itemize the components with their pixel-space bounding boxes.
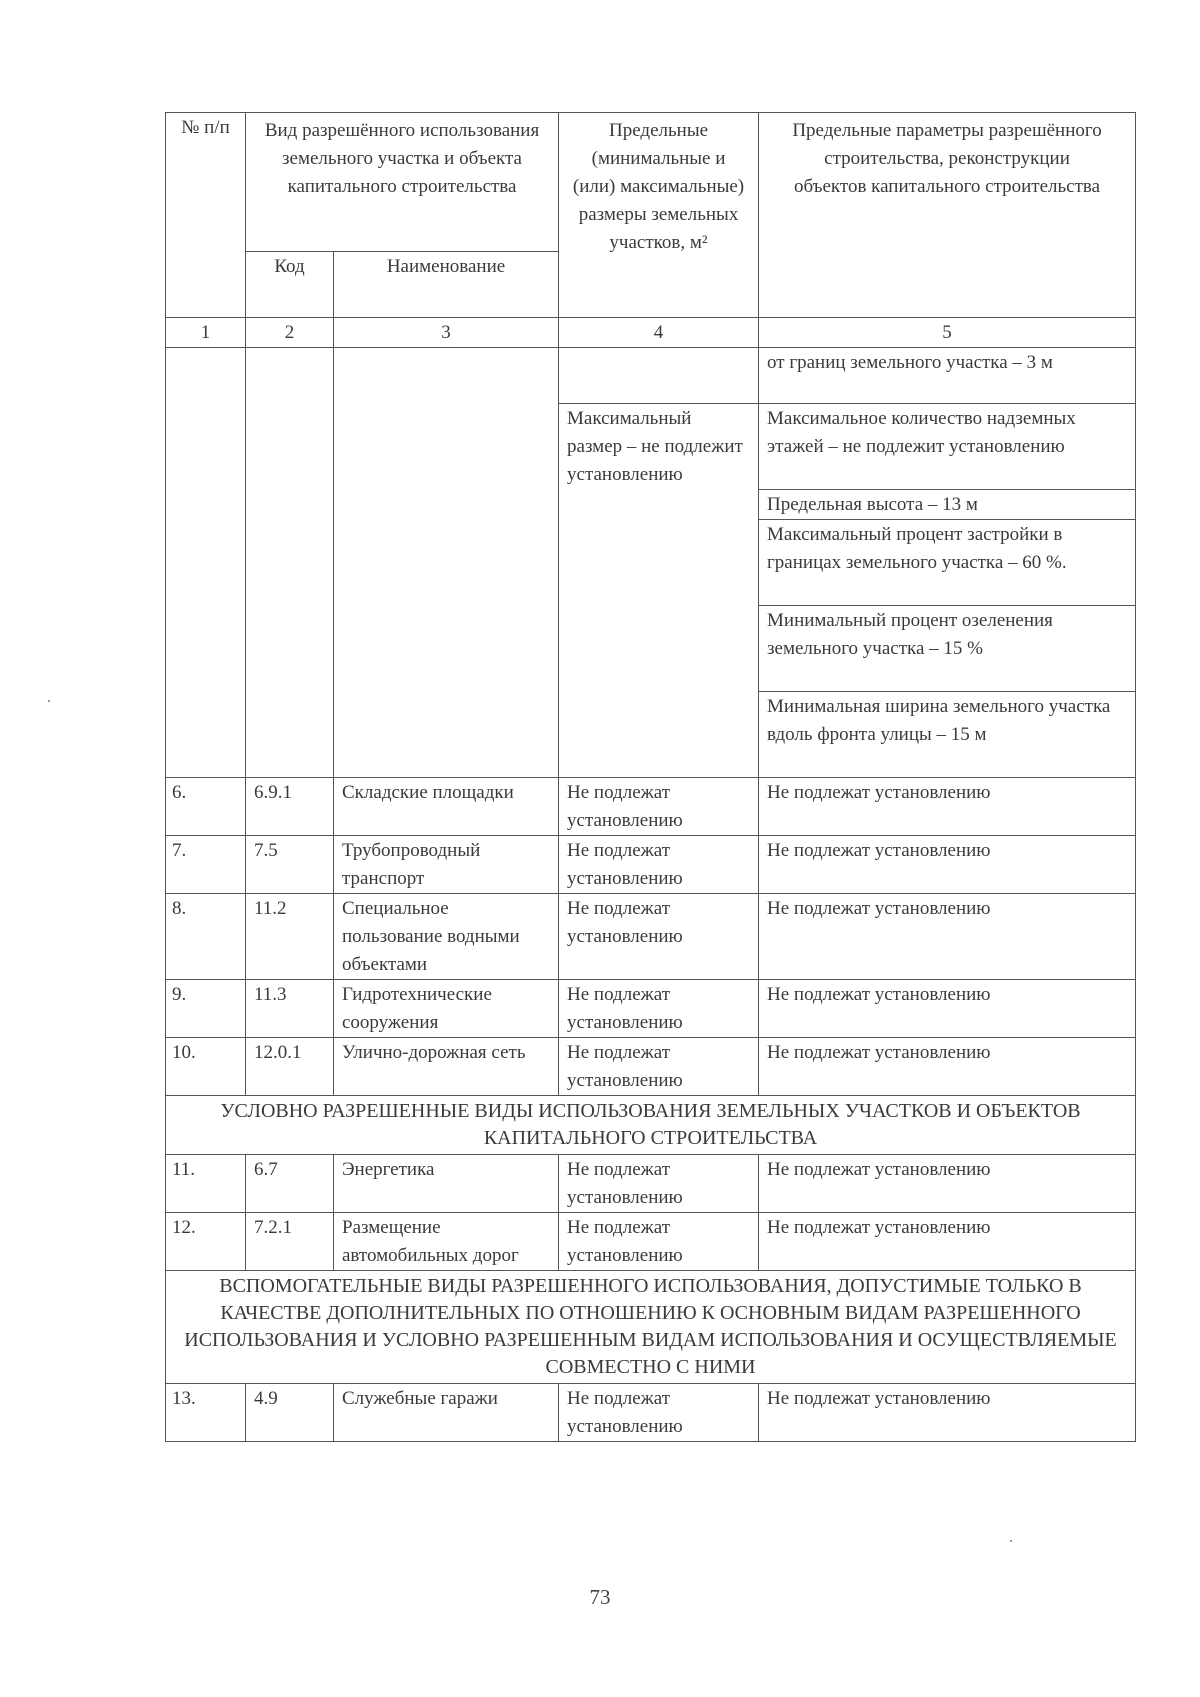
header-col-code: Код bbox=[246, 252, 334, 318]
row-code: 12.0.1 bbox=[246, 1038, 334, 1096]
table-row bbox=[166, 1155, 1136, 1213]
section-row bbox=[166, 1096, 1136, 1155]
header-col-plot-size: Предельные (минимальные и (или) максимальные) размеры земельных участков, м² bbox=[559, 113, 759, 318]
continuation-row bbox=[166, 348, 1136, 404]
row-code: 4.9 bbox=[246, 1384, 334, 1442]
table-row bbox=[166, 980, 1136, 1038]
row-params: Не подлежат установлению bbox=[759, 894, 1136, 980]
section-row bbox=[166, 1271, 1136, 1384]
row-code: 6.7 bbox=[246, 1155, 334, 1213]
row-name: Гидротехнические сооружения bbox=[334, 980, 559, 1038]
param-green-percent: Минимальный процент озеленения земельного участка – 15 % bbox=[759, 606, 1136, 692]
row-number: 13. bbox=[166, 1384, 246, 1442]
table-row bbox=[166, 894, 1136, 980]
row-plot-size: Не подлежат установлению bbox=[559, 1384, 759, 1442]
scan-speck bbox=[48, 700, 50, 702]
column-number-row bbox=[166, 318, 1136, 348]
cont-empty-name bbox=[334, 348, 559, 778]
row-plot-size: Не подлежат установлению bbox=[559, 778, 759, 836]
param-setback: от границ земельного участка – 3 м bbox=[759, 348, 1136, 404]
row-code: 11.2 bbox=[246, 894, 334, 980]
column-number: 2 bbox=[246, 318, 334, 348]
row-params: Не подлежат установлению bbox=[759, 1155, 1136, 1213]
column-number: 5 bbox=[759, 318, 1136, 348]
scan-speck bbox=[1010, 1540, 1012, 1542]
cont-empty-no bbox=[166, 348, 246, 778]
row-code: 11.3 bbox=[246, 980, 334, 1038]
cont-empty-code bbox=[246, 348, 334, 778]
row-params: Не подлежат установлению bbox=[759, 1038, 1136, 1096]
cont-empty-size bbox=[559, 348, 759, 404]
row-code: 6.9.1 bbox=[246, 778, 334, 836]
row-name: Служебные гаражи bbox=[334, 1384, 559, 1442]
table-row bbox=[166, 1038, 1136, 1096]
row-name: Специальное пользование водными объектами bbox=[334, 894, 559, 980]
param-floors: Максимальное количество надземных этажей – не подлежит установлению bbox=[759, 404, 1136, 490]
param-frontage-width: Минимальная ширина земельного участка вдоль фронта улицы – 15 м bbox=[759, 692, 1136, 778]
column-number: 4 bbox=[559, 318, 759, 348]
param-built-percent: Максимальный процент застройки в границах земельного участка – 60 %. bbox=[759, 520, 1136, 606]
column-number: 1 bbox=[166, 318, 246, 348]
row-plot-size: Не подлежат установлению bbox=[559, 894, 759, 980]
row-number: 7. bbox=[166, 836, 246, 894]
param-height: Предельная высота – 13 м bbox=[759, 490, 1136, 520]
row-number: 9. bbox=[166, 980, 246, 1038]
row-plot-size: Не подлежат установлению bbox=[559, 980, 759, 1038]
row-plot-size: Не подлежат установлению bbox=[559, 1155, 759, 1213]
row-number: 8. bbox=[166, 894, 246, 980]
column-number: 3 bbox=[334, 318, 559, 348]
header-col-use-kind: Вид разрешённого использования земельного участка и объекта капитального строительства bbox=[246, 113, 559, 252]
section-heading-auxiliary: ВСПОМОГАТЕЛЬНЫЕ ВИДЫ РАЗРЕШЕННОГО ИСПОЛЬЗОВАНИЯ, ДОПУСТИМЫЕ ТОЛЬКО В КАЧЕСТВЕ ДОПОЛНИТЕЛЬНЫХ ПО ОТНОШЕНИЮ К ОСНОВНЫМ ВИДАМ РАЗРЕШЕННОГО ИСПОЛЬЗОВАНИЯ И УСЛОВНО РАЗРЕШЕННЫМ ВИДАМ ИСПОЛЬЗОВАНИЯ И ОСУЩЕСТВЛЯЕМЫЕ СОВМЕСТНО С НИМИ bbox=[166, 1271, 1136, 1384]
row-params: Не подлежат установлению bbox=[759, 980, 1136, 1038]
row-plot-size: Не подлежат установлению bbox=[559, 1213, 759, 1271]
row-name: Размещение автомобильных дорог bbox=[334, 1213, 559, 1271]
row-code: 7.2.1 bbox=[246, 1213, 334, 1271]
document-sheet bbox=[165, 112, 1135, 1442]
row-name: Трубопроводный транспорт bbox=[334, 836, 559, 894]
table-row bbox=[166, 836, 1136, 894]
header-col-name: Наименование bbox=[334, 252, 559, 318]
page-number: 73 bbox=[589, 1585, 611, 1609]
table-row bbox=[166, 1213, 1136, 1271]
row-params: Не подлежат установлению bbox=[759, 778, 1136, 836]
row-params: Не подлежат установлению bbox=[759, 1213, 1136, 1271]
table-row bbox=[166, 778, 1136, 836]
row-number: 11. bbox=[166, 1155, 246, 1213]
row-name: Складские площадки bbox=[334, 778, 559, 836]
row-name: Энергетика bbox=[334, 1155, 559, 1213]
section-heading-conditional: УСЛОВНО РАЗРЕШЕННЫЕ ВИДЫ ИСПОЛЬЗОВАНИЯ ЗЕМЕЛЬНЫХ УЧАСТКОВ И ОБЪЕКТОВ КАПИТАЛЬНОГО СТРОИТЕЛЬСТВА bbox=[166, 1096, 1136, 1155]
row-name: Улично-дорожная сеть bbox=[334, 1038, 559, 1096]
table-row bbox=[166, 1384, 1136, 1442]
row-number: 6. bbox=[166, 778, 246, 836]
row-plot-size: Не подлежат установлению bbox=[559, 836, 759, 894]
row-plot-size: Не подлежат установлению bbox=[559, 1038, 759, 1096]
row-params: Не подлежат установлению bbox=[759, 836, 1136, 894]
plot-max-size: Максимальный размер – не подлежит установлению bbox=[559, 404, 759, 778]
header-col-number: № п/п bbox=[166, 113, 246, 318]
regulation-table bbox=[165, 112, 1136, 1442]
row-code: 7.5 bbox=[246, 836, 334, 894]
header-row-top bbox=[166, 113, 1136, 252]
row-number: 10. bbox=[166, 1038, 246, 1096]
row-params: Не подлежат установлению bbox=[759, 1384, 1136, 1442]
row-number: 12. bbox=[166, 1213, 246, 1271]
header-col-params: Предельные параметры разрешённого строительства, реконструкции объектов капитального строительства bbox=[759, 113, 1136, 318]
